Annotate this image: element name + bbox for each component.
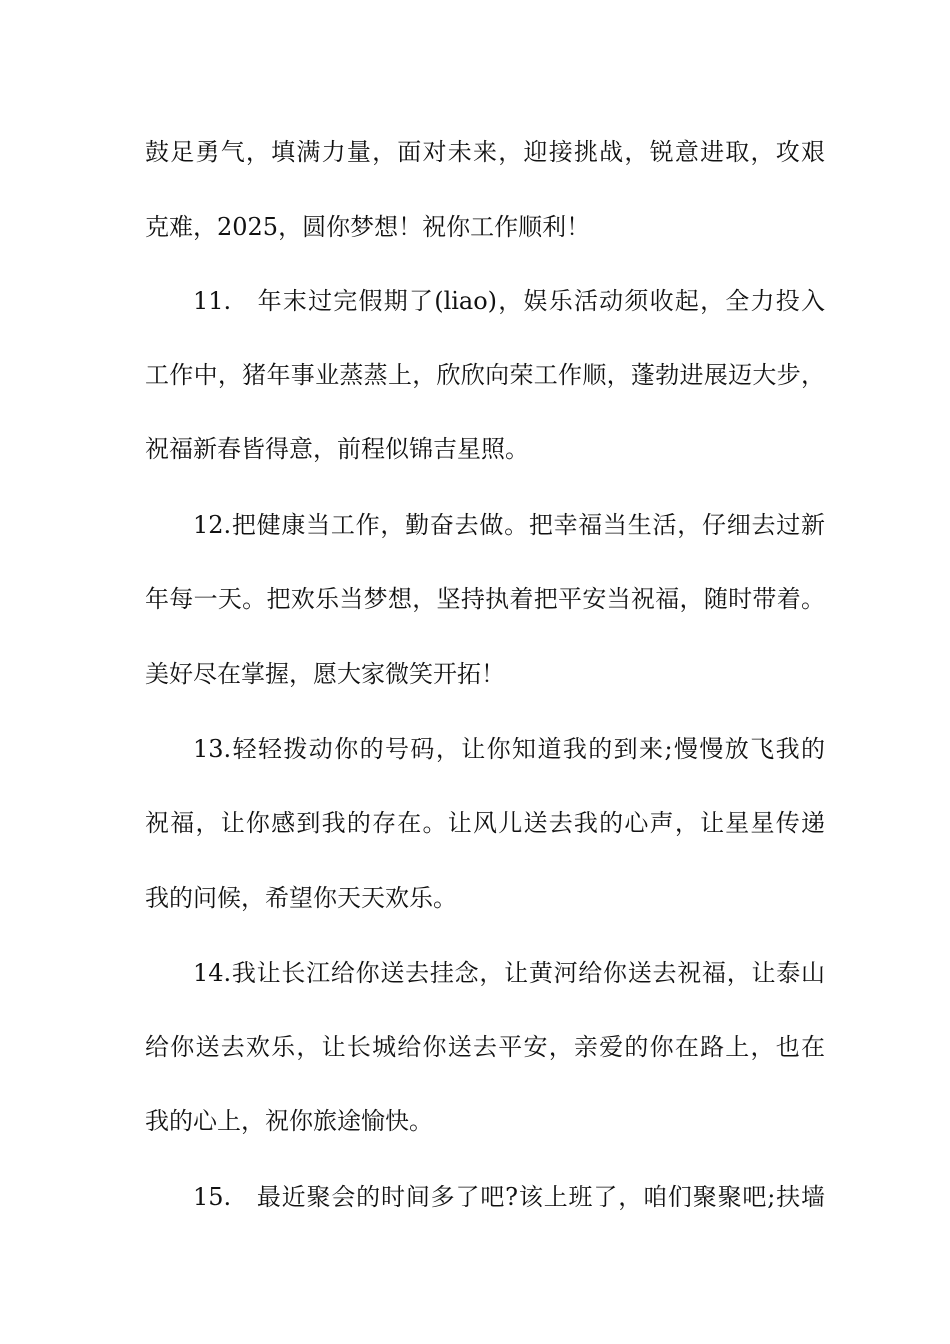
paragraph-15-start: 15. 最近聚会的时间多了吧?该上班了，咱们聚聚吧;扶墙 [193, 1183, 825, 1211]
text-line: 我的问候，希望你天天欢乐。 [145, 884, 457, 912]
text-line: 年每一天。把欢乐当梦想，坚持执着把平安当祝福，随时带着。 [145, 585, 825, 613]
text-line: 鼓足勇气，填满力量，面对未来，迎接挑战，锐意进取，攻艰 [145, 138, 825, 166]
paragraph-14-start: 14.我让长江给你送去挂念，让黄河给你送去祝福，让泰山 [193, 959, 825, 987]
text-line: 祝福，让你感到我的存在。让风儿送去我的心声，让星星传递 [145, 809, 825, 837]
paragraph-11-start: 11. 年末过完假期了(liao)，娱乐活动须收起，全力投入 [193, 287, 825, 315]
text-line: 给你送去欢乐，让长城给你送去平安，亲爱的你在路上，也在 [145, 1033, 825, 1061]
text-line: 工作中，猪年事业蒸蒸上，欣欣向荣工作顺，蓬勃进展迈大步， [145, 361, 825, 389]
text-line: 克难，2025，圆你梦想！祝你工作顺利！ [145, 213, 591, 241]
text-line: 祝福新春皆得意，前程似锦吉星照。 [145, 435, 529, 463]
paragraph-13-start: 13.轻轻拨动你的号码，让你知道我的到来;慢慢放飞我的 [193, 735, 825, 763]
text-line: 我的心上，祝你旅途愉快。 [145, 1107, 433, 1135]
text-line: 美好尽在掌握，愿大家微笑开拓！ [145, 660, 505, 688]
paragraph-12-start: 12.把健康当工作，勤奋去做。把幸福当生活，仔细去过新 [193, 511, 825, 539]
